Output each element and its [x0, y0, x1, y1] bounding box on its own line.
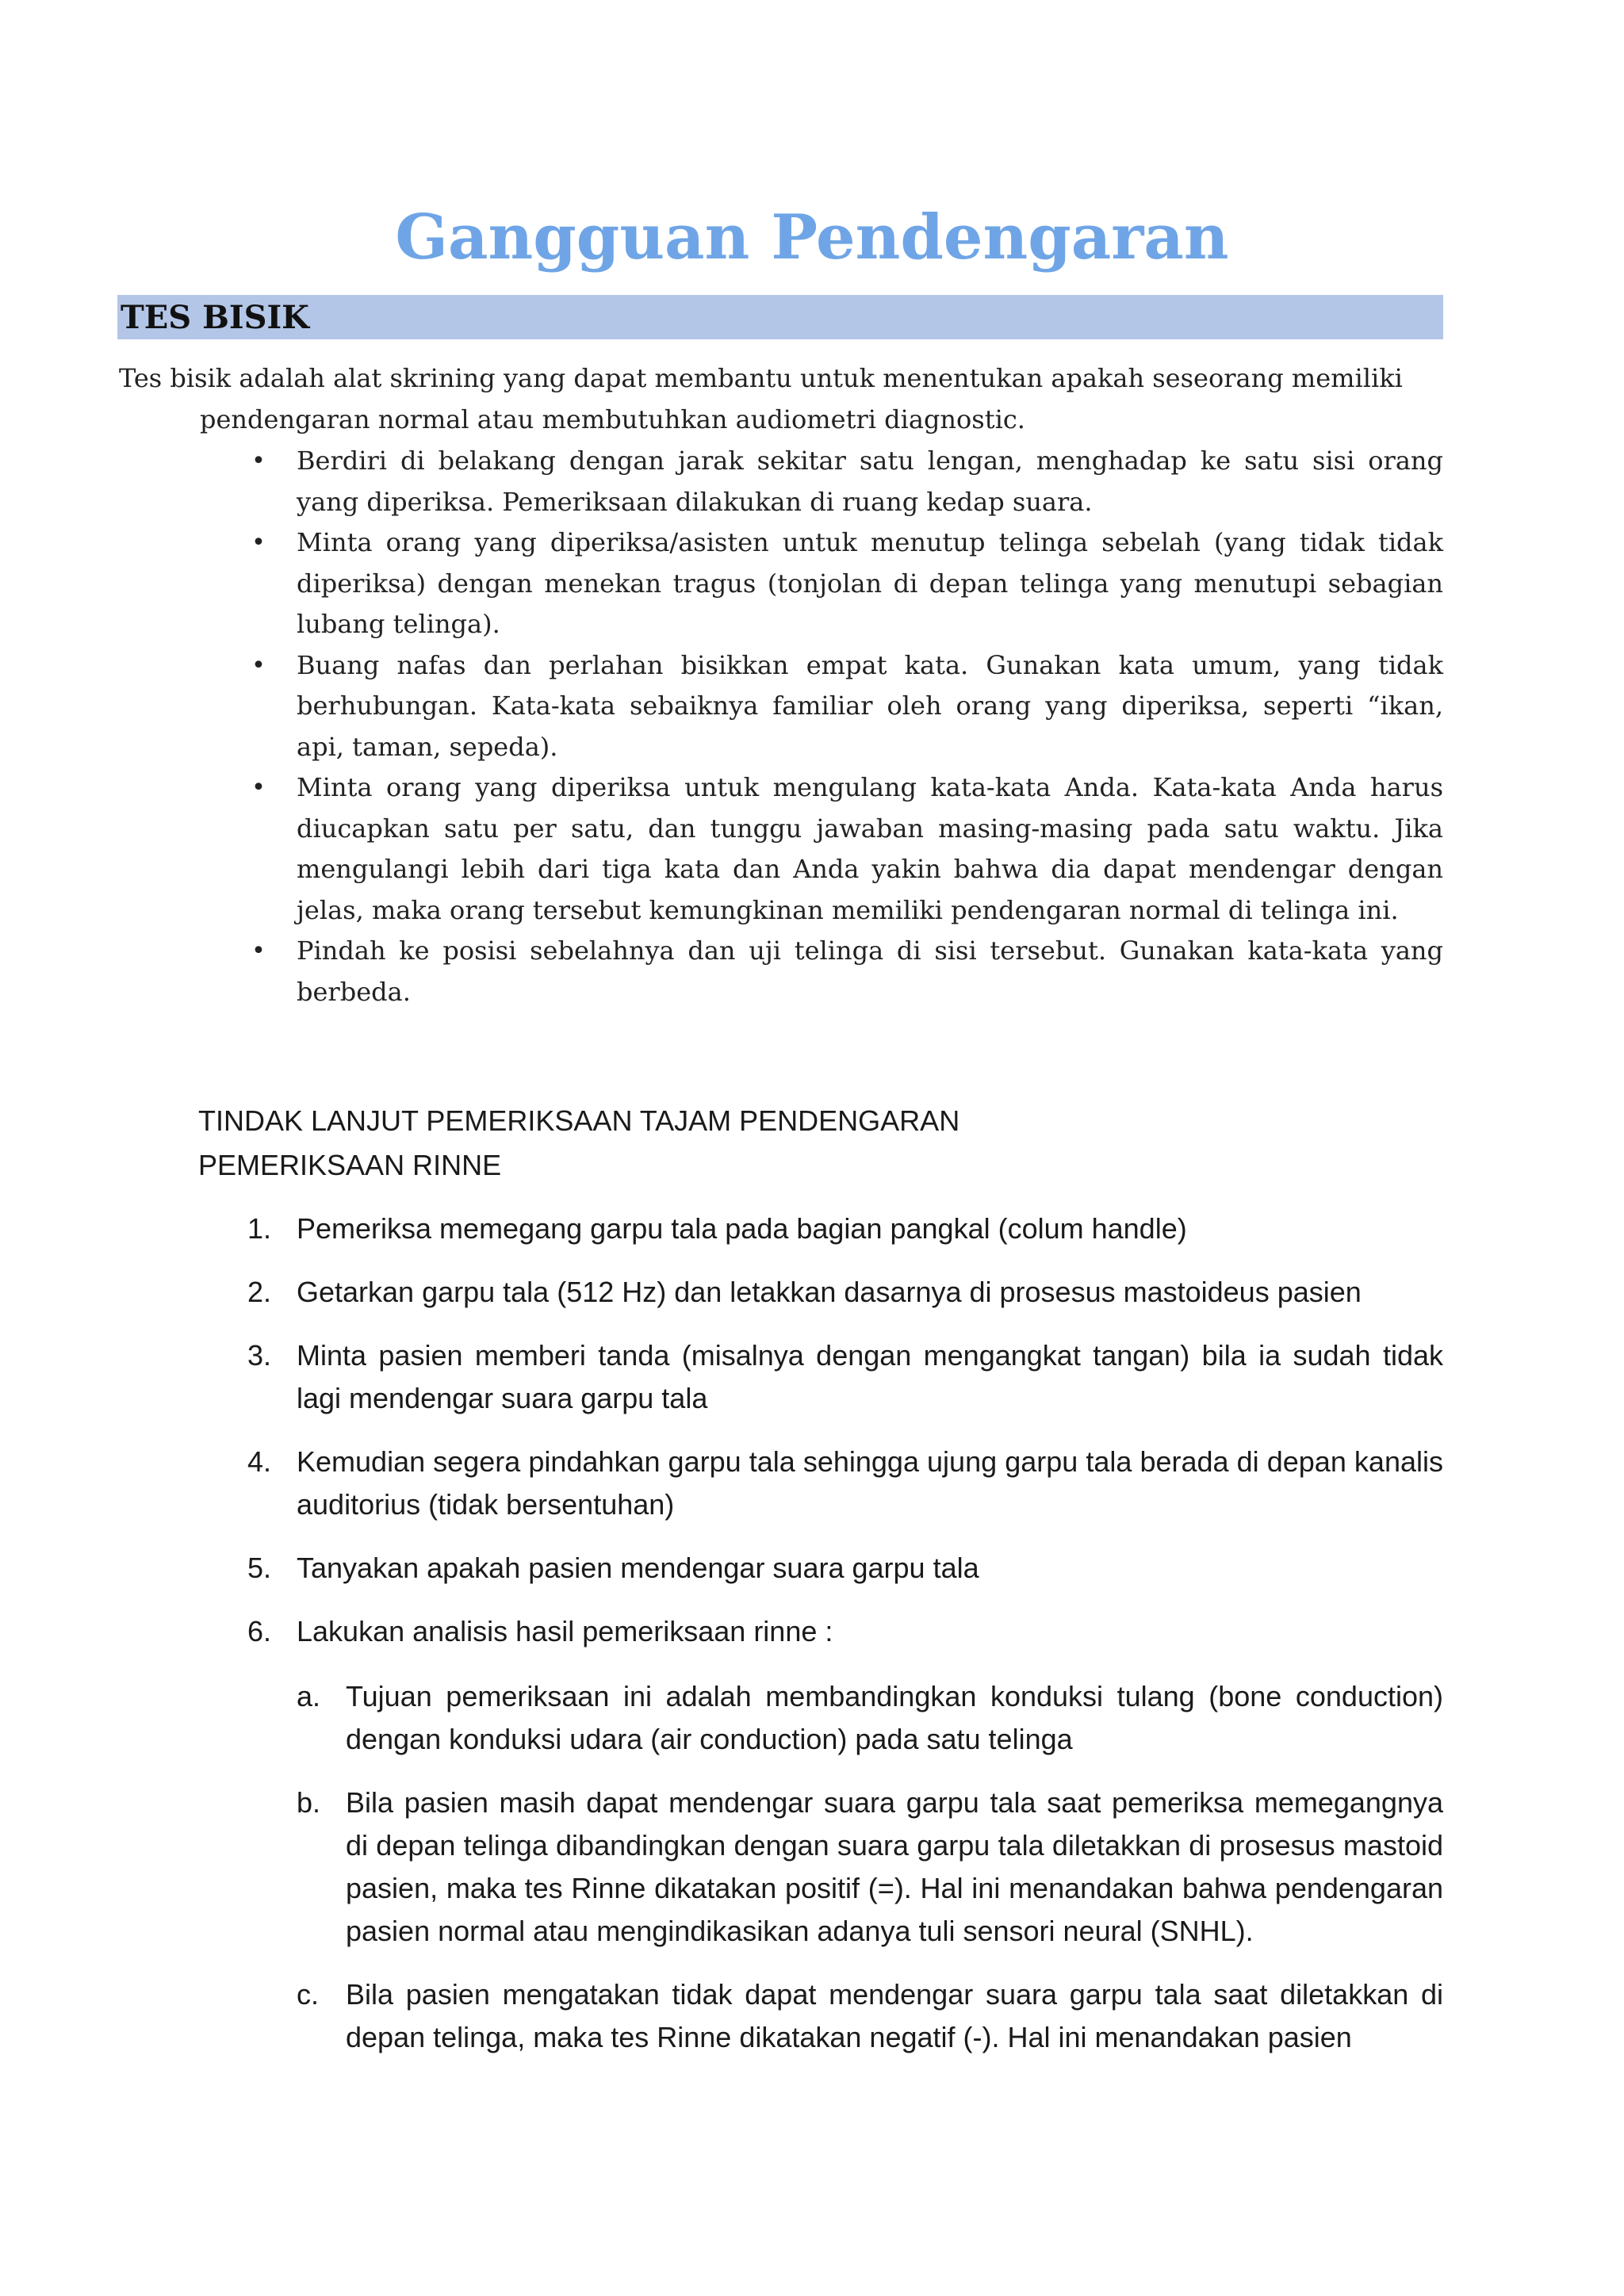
step-number: 6.	[247, 1615, 272, 1647]
list-item	[251, 931, 1443, 1012]
step-number: 1.	[247, 1212, 272, 1245]
bullet-icon: •	[251, 529, 266, 557]
step-text: Tanyakan apakah pasien mendengar suara garpu tala	[297, 1552, 979, 1584]
step-number: 5.	[247, 1552, 272, 1584]
bullet-text: Pindah ke posisi sebelahnya dan uji telinga di sisi tersebut. Gunakan kata-kata yang berbeda.	[297, 936, 1443, 1007]
bullet-icon: •	[251, 651, 266, 679]
bullet-icon: •	[251, 447, 266, 475]
subheading-rinne: PEMERIKSAAN RINNE	[198, 1149, 502, 1181]
intro-line-2: pendengaran normal atau membutuhkan audiometri diagnostic.	[200, 404, 1025, 434]
list-item	[247, 1610, 1443, 2059]
substep-text: Bila pasien mengatakan tidak dapat mendengar suara garpu tala saat diletakkan di depan telinga, maka tes Rinne dikatakan negatif (-). Hal ini menandakan pasien	[346, 1978, 1443, 2053]
list-item	[247, 1207, 1443, 1250]
list-item	[297, 1973, 1443, 2059]
rinne-analysis-sublist	[297, 1675, 1443, 2059]
substep-text: Tujuan pemeriksaan ini adalah membandingkan konduksi tulang (bone conduction) dengan konduksi udara (air conduction) pada satu telinga	[346, 1680, 1443, 1755]
substep-letter: c.	[297, 1978, 320, 2011]
list-item	[247, 1441, 1443, 1526]
list-item	[251, 441, 1443, 522]
section-heading-tes-bisik: TES BISIK	[121, 299, 309, 336]
bullet-text: Minta orang yang diperiksa untuk mengulang kata-kata Anda. Kata-kata Anda harus diucapkan satu per satu, dan tunggu jawaban masing-masing pada satu waktu. Jika mengulangi lebih dari tiga kata dan Anda yakin bahwa dia dapat mendengar dengan jelas, maka orang tersebut kemungkinan memiliki pendengaran normal di telinga ini.	[297, 772, 1443, 925]
list-item	[297, 1781, 1443, 1953]
list-item	[247, 1334, 1443, 1420]
substep-letter: a.	[297, 1680, 321, 1712]
step-text: Minta pasien memberi tanda (misalnya dengan mengangkat tangan) bila ia sudah tidak lagi mendengar suara garpu tala	[297, 1339, 1443, 1414]
list-item	[251, 522, 1443, 645]
step-text: Pemeriksa memegang garpu tala pada bagian pangkal (colum handle)	[297, 1212, 1187, 1245]
subheading-follow-up: TINDAK LANJUT PEMERIKSAAN TAJAM PENDENGARAN	[198, 1104, 960, 1137]
bullet-icon: •	[251, 937, 266, 965]
list-item	[297, 1675, 1443, 1761]
section-heading-bar	[117, 295, 1443, 339]
list-item	[251, 767, 1443, 931]
step-number: 4.	[247, 1445, 272, 1478]
step-text: Getarkan garpu tala (512 Hz) dan letakkan dasarnya di prosesus mastoideus pasien	[297, 1276, 1362, 1308]
bullet-text: Minta orang yang diperiksa/asisten untuk menutup telinga sebelah (yang tidak tidak diperiksa) dengan menekan tragus (tonjolan di depan telinga yang menutupi sebagian lubang telinga).	[297, 527, 1443, 639]
step-text: Lakukan analisis hasil pemeriksaan rinne :	[297, 1615, 833, 1647]
list-item	[247, 1271, 1443, 1314]
list-item	[247, 1547, 1443, 1590]
substep-letter: b.	[297, 1786, 321, 1819]
step-number: 3.	[247, 1339, 272, 1372]
bullet-text: Berdiri di belakang dengan jarak sekitar satu lengan, menghadap ke satu sisi orang yang diperiksa. Pemeriksaan dilakukan di ruang kedap suara.	[297, 446, 1443, 517]
whisper-test-bullet-list	[251, 441, 1443, 1012]
document-title: Gangguan Pendengaran	[395, 201, 1229, 274]
bullet-icon: •	[251, 774, 266, 802]
intro-line-1: Tes bisik adalah alat skrining yang dapat membantu untuk menentukan apakah seseorang memiliki	[119, 363, 1403, 393]
rinne-steps-list	[247, 1207, 1443, 2080]
bullet-text: Buang nafas dan perlahan bisikkan empat kata. Gunakan kata umum, yang tidak berhubungan. Kata-kata sebaiknya familiar oleh orang yang diperiksa, seperti “ikan, api, taman, sepeda).	[297, 649, 1443, 762]
step-text: Kemudian segera pindahkan garpu tala sehingga ujung garpu tala berada di depan kanalis auditorius (tidak bersentuhan)	[297, 1445, 1443, 1521]
substep-text: Bila pasien masih dapat mendengar suara garpu tala saat pemeriksa memegangnya di depan telinga dibandingkan dengan suara garpu tala diletakkan di prosesus mastoid pasien, maka tes Rinne dikatakan positif (=). Hal ini menandakan bahwa pendengaran pasien normal atau mengindikasikan adanya tuli sensori neural (SNHL).	[346, 1786, 1443, 1947]
step-number: 2.	[247, 1276, 272, 1308]
list-item	[251, 645, 1443, 768]
intro-paragraph	[119, 358, 1443, 440]
